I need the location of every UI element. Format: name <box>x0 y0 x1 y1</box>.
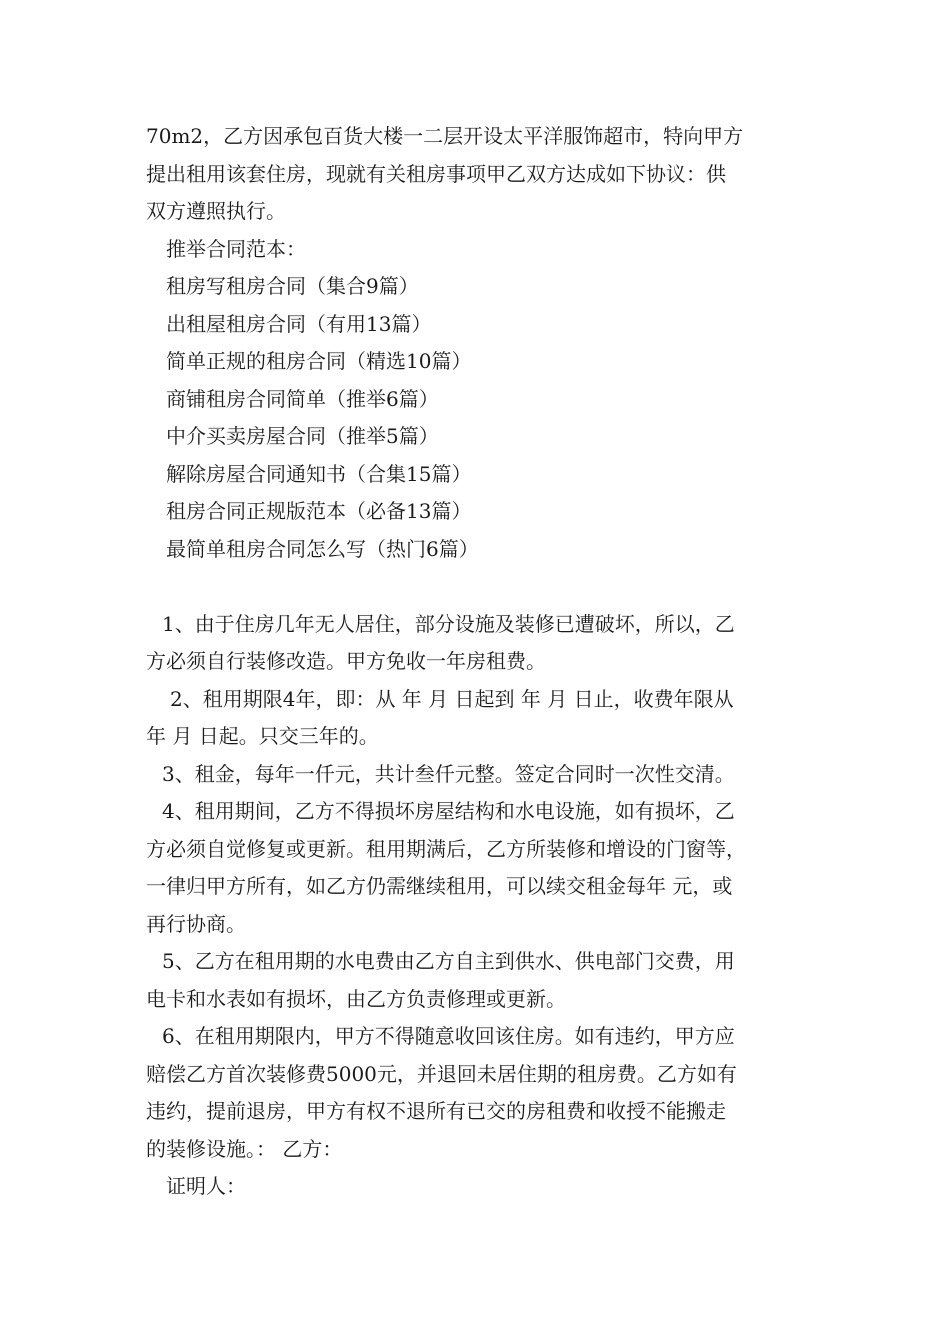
clause-5-line-2: 电卡和水表如有损坏，由乙方负责修理或更新。 <box>146 986 566 1011</box>
clause-1-line-2: 方必须自行装修改造。甲方免收一年房租费。 <box>146 649 546 673</box>
recommend-item[interactable]: 简单正规的租房合同（精选10篇） <box>166 349 472 373</box>
recommend-item[interactable]: 解除房屋合同通知书（合集15篇） <box>166 461 472 486</box>
intro-line-3: 双方遵照执行。 <box>146 199 286 223</box>
recommend-item[interactable]: 中介买卖房屋合同（推举5篇） <box>166 424 439 448</box>
spacer <box>146 568 816 606</box>
clause-1-line-1: 1、由于住房几年无人居住，部分设施及装修已遭破坏，所以，乙 <box>162 611 735 636</box>
clause-6-line-3: 违约，提前退房，甲方有权不退所有已交的房租费和收授不能搬走 <box>146 1099 726 1123</box>
clause-6-line-1: 6、在租用期限内，甲方不得随意收回该住房。如有违约，甲方应 <box>162 1024 735 1048</box>
document-page <box>146 118 816 1206</box>
clause-3-line-1: 3、租金，每年一仟元，共计叁仟元整。签定合同时一次性交清。 <box>162 761 735 786</box>
clause-4-line-1: 4、租用期间，乙方不得损坏房屋结构和水电设施，如有损坏，乙 <box>162 799 735 823</box>
recommend-item[interactable]: 租房写租房合同（集合9篇） <box>166 274 419 298</box>
clause-4-line-4: 再行协商。 <box>146 911 246 936</box>
intro-line-2: 提出租用该套住房，现就有关租房事项甲乙双方达成如下协议：供 <box>146 161 726 186</box>
clause-6-line-4: 的装修设施。： 乙方： <box>146 1136 343 1161</box>
clause-4-line-2: 方必须自觉修复或更新。租用期满后，乙方所装修和增设的门窗等， <box>146 836 746 861</box>
intro-line-1: 70m2，乙方因承包百货大楼一二层开设太平洋服饰超市，特向甲方 <box>146 124 744 148</box>
recommend-item[interactable]: 最简单租房合同怎么写（热门6篇） <box>166 536 479 561</box>
clause-2-line-2: 年 月 日起。只交三年的。 <box>146 724 379 748</box>
recommend-item[interactable]: 商铺租房合同简单（推举6篇） <box>166 386 439 411</box>
clause-2-line-1: 2、租用期限4年，即：从 年 月 日起到 年 月 日止，收费年限从 <box>170 686 734 711</box>
recommend-item[interactable]: 出租屋租房合同（有用13篇） <box>166 311 432 336</box>
clause-6-line-2: 赔偿乙方首次装修费5000元，并退回未居住期的租房费。乙方如有 <box>146 1061 737 1086</box>
recommend-heading: 推举合同范本： <box>166 236 306 261</box>
clause-4-line-3: 一律归甲方所有，如乙方仍需继续租用，可以续交租金每年 元，或 <box>146 874 733 898</box>
witness-label: 证明人： <box>166 1174 246 1198</box>
recommend-item[interactable]: 租房合同正规版范本（必备13篇） <box>166 499 472 523</box>
clause-5-line-1: 5、乙方在租用期的水电费由乙方自主到供水、供电部门交费，用 <box>162 949 735 973</box>
